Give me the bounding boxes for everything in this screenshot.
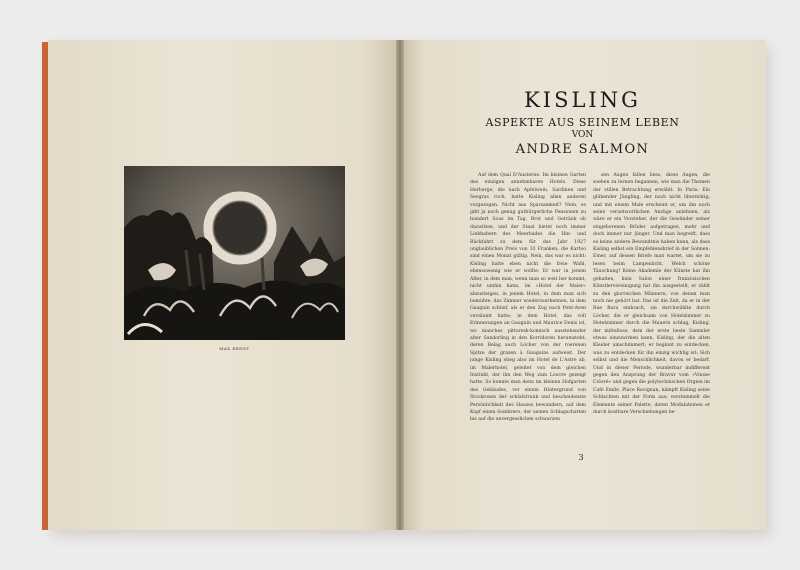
page-number: 3: [578, 453, 584, 462]
column-right-text: zen Augen fallen liess, diese Augen, die soeben zu lernen begannen, wie man die Themen der stillen Betrachtung erwählt. In Paris: Ein glühender Jüngling, der noch nicht übermütig; und mit einem Male erscheint er, um ihn noch seine verantwortlichen Anzüge anlehnen, als wäre er ein Vorsteher, der die Gewänder seiner eingeborenen Brüder aufgetragen, mehr und doch immer nur jünger. Und man begreift, dass es keine andere Bewandtnis haben kann, als dass Kisling selbst ein Empfehlensbrief in der Sonnen: Einer, auf dessen Briefe man wartet, um sie zu lesen beim Lampenlicht. Welch schöne Täuschung! Keine Akademie der Künste hat ihn gehalten, kein Salon einer französischen Künstlervereinigung hat ihn ausgestellt, er zählt zu den glorreichen Männern, von denen man noch nie gehört hat. Das ist die Zeit, da er in der Rue Bara einbrach, sie durchwühlte durch Löcher, die er gleichsam von Hotelzimmer zu Hotelzimmer durch die Mauern schlug, Kisling, der mittellose, dem der erste beste Sammler etwas einzuwirken kann, Kisling, der die alten Kleider umschimmert; er beginnt zu entdecken, was zu entdecken für ihn einzig wichtig ist: Sich selbst und die Menschlichkeit, davon er bedarf. Und in dieser Periode, wunderbar indifferent gegen den Ansprung der Bravur vom »Vinsse Coloré« und gegen die polytechnischen Orgien im Café Emile, Place Ravignan, kämpft Kisling seine Schlachten mit der Form aus; verstummelt die Elemente seiner Palette, deren Modulationen er durch kostbare Verschiebungen be-: [593, 173, 710, 415]
byline-von: VON: [571, 130, 594, 140]
text-column-left: [470, 172, 586, 457]
article-title: KISLING: [524, 88, 641, 112]
column-left-text: Auf dem Quai D'Austerne. Im kleinen Garten des einzigen annehmbaren Hotels. Diese Herberge, die nach Apfelwein, Sardinen und Seegras roch, hatte Kisling allen anderen vorgezogen. Nicht aus Sparsamkeit? Nein, es gibt ja noch genug gutbürgerliche Pensionen zu hundert Sous im Tag. Brot und Getränk ob dazwitten, und der Staat bietet noch immer Liebhabern des Meerbades die Hin- und Rückfahrt zu dem für das Jahr 1927 unglaublichen Preis von 33 Franken; die Kartoo sind einen Monat gültig. Nein, das war es nicht: Kisling hatte eben nicht die freie Wahl, ebensowenig wie er wollte. Er war in jenem Alter, in dem man, wenn man so weit her kommt, nicht umhin kann, im »Hotel der Maler« abzusteigen, in jenem Hotel, in dem man sich bemühte, das Zimmer wiederzuerkennen, in dem Gauguin schlief, als er den Zug nach Pont-Aven versäumt hatte; in dem Hotel, das voll Erinnerungen an Gauguin und Maurice Denis ist, wo manches pittoresk-komisch ausstehender alter Sandorling in den Korridoren herumsteht, deren Belag auch Löcher von der roerenen Spitze der grazen à Gauguins aufweist. Der junge Kisling stieg also im Hotel de L'Astre ab, im Malerhotel, geleitet von dem gleichen Instinkt, der ihn den Weg zum Louvre gezeigt hatte. So konnte man denn im kleinen Hofgarten des Gebäudes, vor einem Hintergrund von Stockrosen der schlafstrunk und bescheidenste Persönlichkeit des Hauses bewundern, auf dem Kopf einen Sombrero, der seinen Schlagschatten bis auf die unvergesslichen schwarzen: [470, 173, 586, 423]
article-author: ANDRE SALMON: [515, 142, 650, 157]
text-column-right: [593, 172, 710, 457]
illustration-caption: MAX ERNST: [219, 346, 250, 351]
book-gutter: [396, 40, 404, 530]
article-subtitle: ASPEKTE AUS SEINEM LEBEN: [485, 116, 680, 129]
max-ernst-illustration: [124, 166, 345, 340]
